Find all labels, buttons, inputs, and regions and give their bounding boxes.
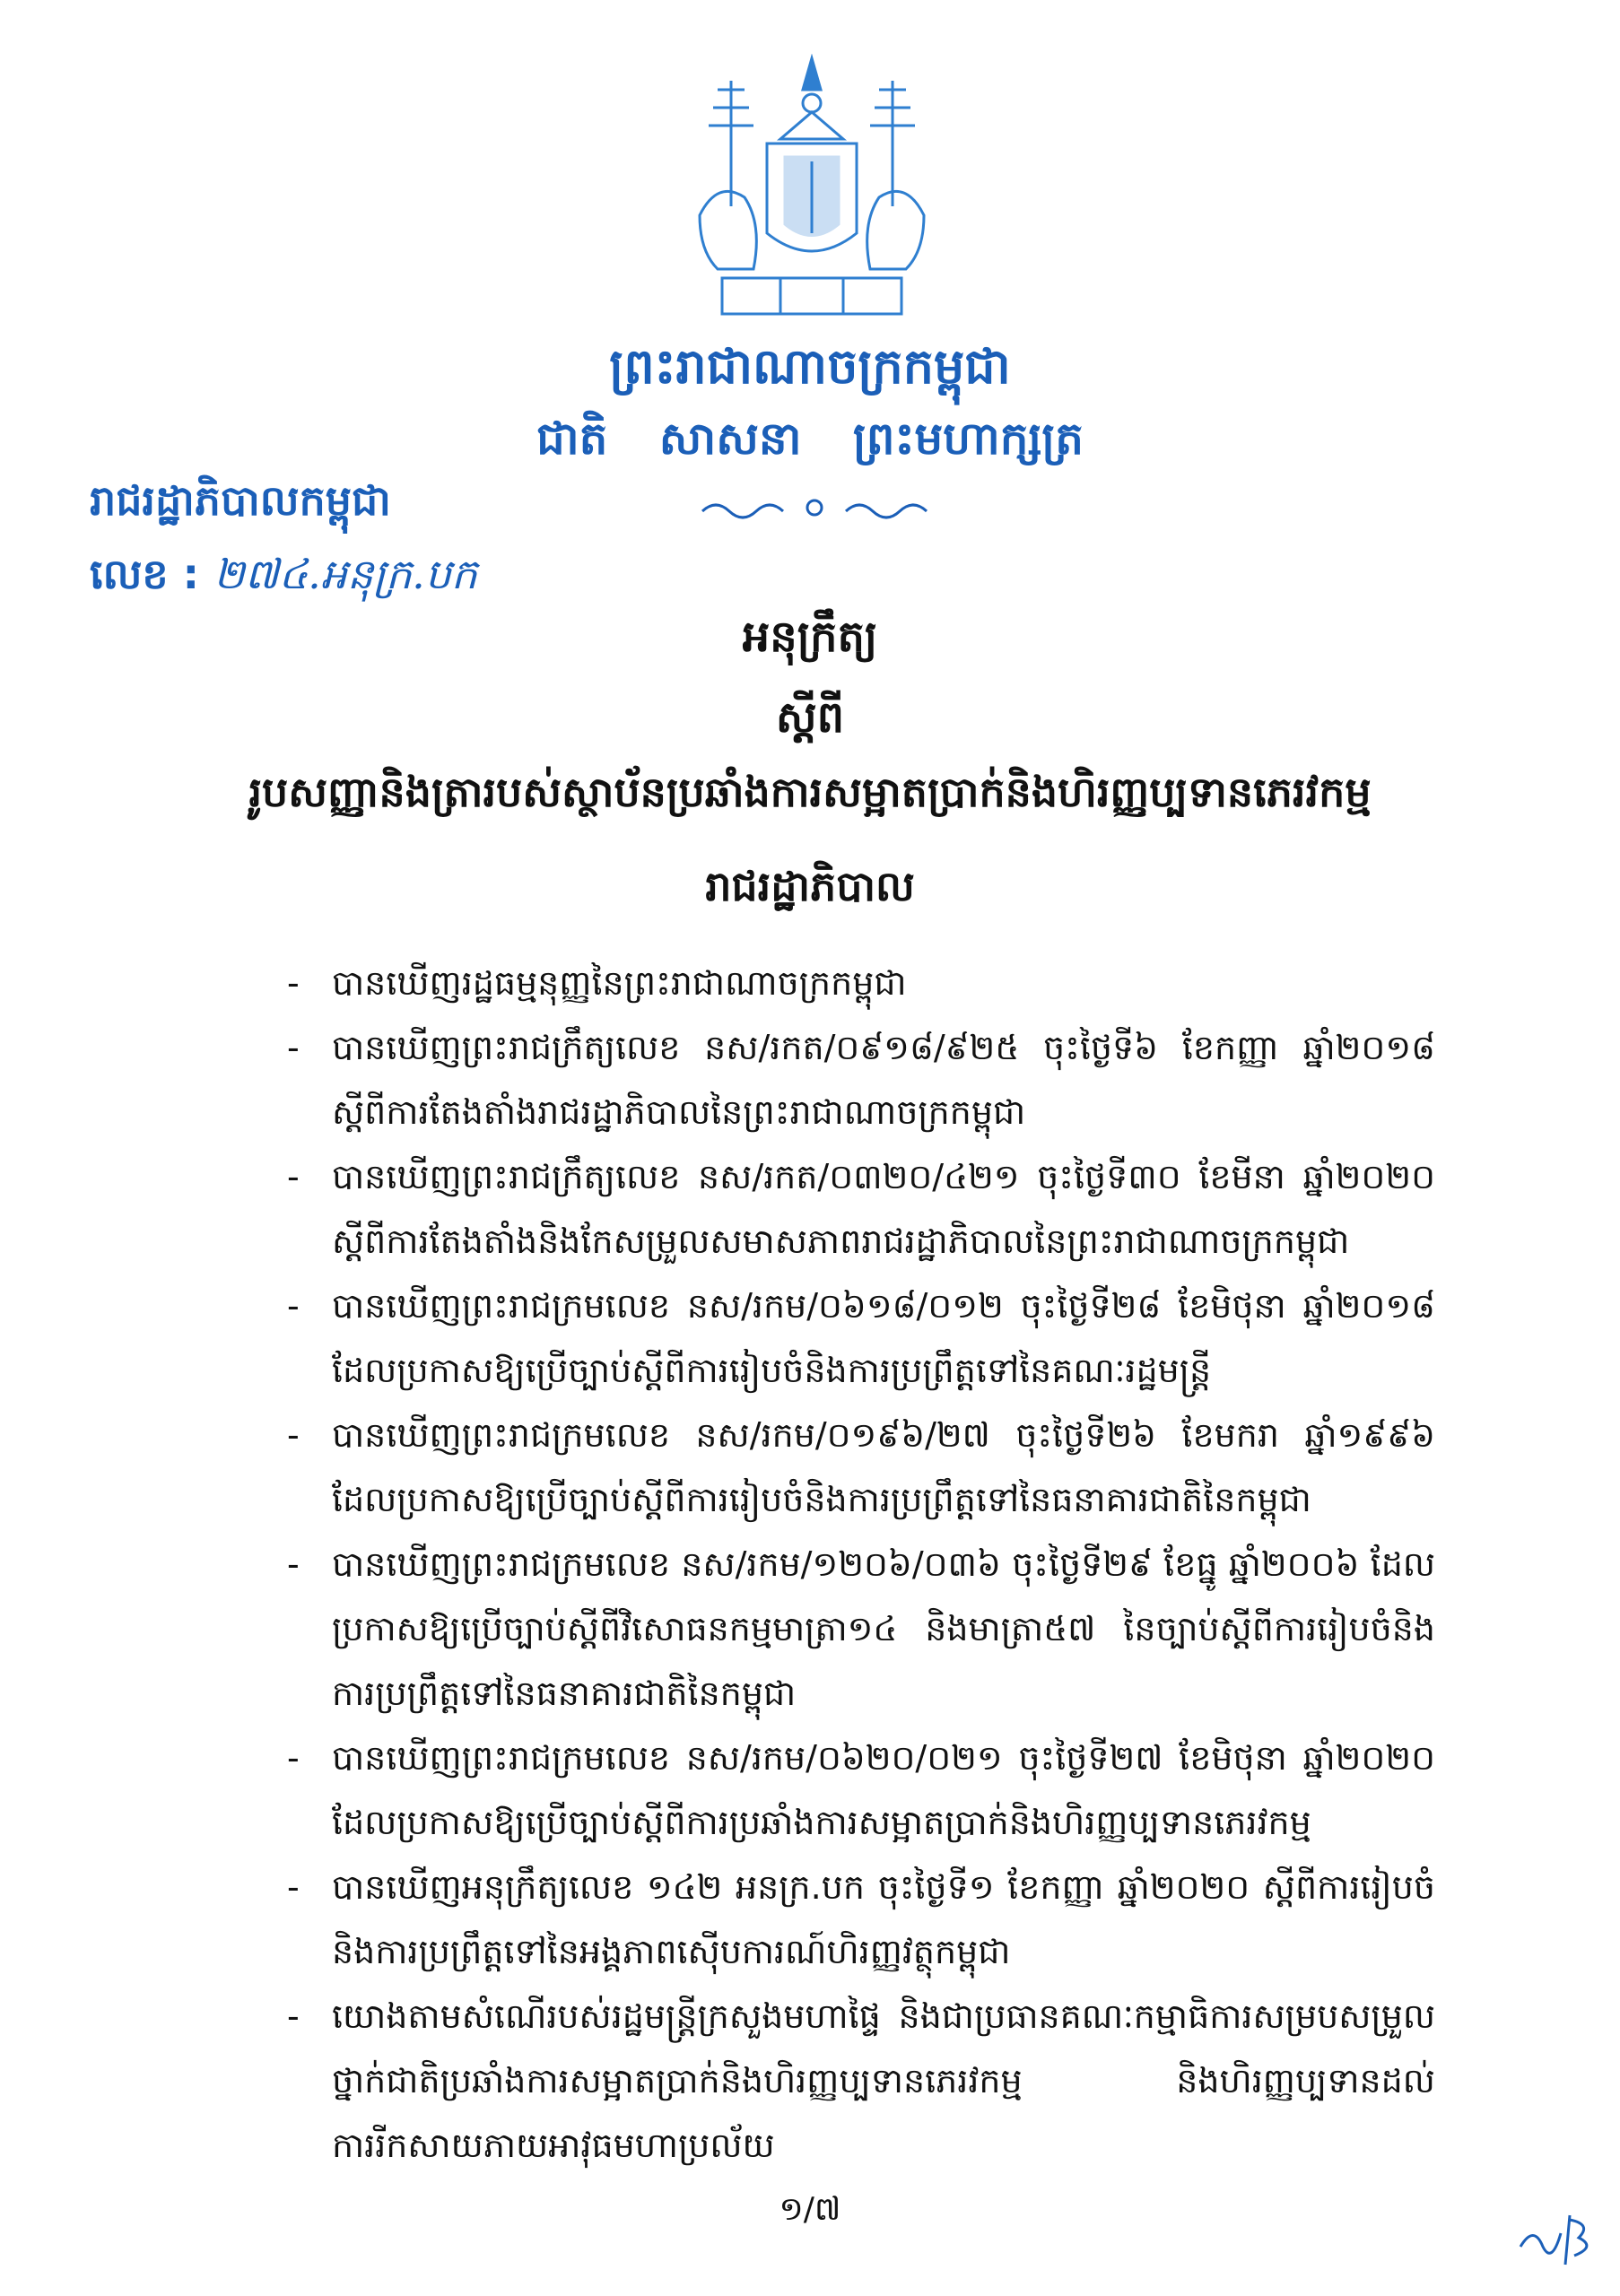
list-item: - បានឃើញព្រះរាជក្រឹត្យលេខ នស/រកត/០៣២០/៤២១ ចុះថ្ងៃទី៣០ ខែមីនា ឆ្នាំ២០២០ ស្តីពីការតែងតាំងនិងកែសម្រួលសមាសភាពរាជរដ្ឋាភិបាលនៃព្រះរាជាណាចក្រកម្ពុជា — [287, 1144, 1435, 1274]
list-item: - បានឃើញអនុក្រឹត្យលេខ ១៤២ អនក្រ.បក ចុះថ្ងៃទី១ ខែកញ្ញា ឆ្នាំ២០២០ ស្តីពីការរៀបចំនិងការប្រព្រឹត្តទៅនៃអង្គភាពស៊ើបការណ៍ហិរញ្ញវត្ថុកម្ពុជា — [287, 1855, 1435, 1984]
issuer-heading: រាជរដ្ឋាភិបាល — [705, 862, 915, 910]
document-type: អនុក្រឹត្យ — [742, 612, 878, 662]
government-name: រាជរដ្ឋាភិបាលកម្ពុជា — [90, 476, 391, 525]
about-label: ស្តីពី — [775, 692, 845, 743]
royal-emblem — [682, 54, 942, 332]
list-item: - បានឃើញព្រះរាជក្រឹត្យលេខ នស/រកត/០៩១៨/៩២៥ ចុះថ្ងៃទី៦ ខែកញ្ញា ឆ្នាំ២០១៨ ស្តីពីការតែងតាំងរាជរដ្ឋាភិបាលនៃព្រះរាជាណាចក្រកម្ពុជា — [287, 1015, 1435, 1144]
reference-value: ២៧៤.អនុក្រ.បក — [213, 550, 478, 598]
preamble-list — [287, 951, 1435, 2178]
list-item: - បានឃើញព្រះរាជក្រមលេខ នស/រកម/០៦២០/០២១ ចុះថ្ងៃទី២៧ ខែមិថុនា ឆ្នាំ២០២០ ដែលប្រកាសឱ្យប្រើច្បាប់ស្តីពីការប្រឆាំងការសម្អាតប្រាក់និងហិរញ្ញប្បទានភេរវកម្ម — [287, 1726, 1435, 1855]
national-motto: ជាតិ សាសនា ព្រះមហាក្សត្រ — [536, 413, 1084, 465]
list-item: - បានឃើញព្រះរាជក្រមលេខ នស/រកម/១២០៦/០៣៦ ចុះថ្ងៃទី២៩ ខែធ្នូ ឆ្នាំ២០០៦ ដែលប្រកាសឱ្យប្រើច្បាប់ស្តីពីវិសោធនកម្មមាត្រា១៤ និងមាត្រា៥៧ នៃច្បាប់ស្តីពីការរៀបចំនិងការប្រព្រឹត្តទៅនៃធនាគារជាតិនៃកម្ពុជា — [287, 1532, 1435, 1726]
list-item: - បានឃើញព្រះរាជក្រមលេខ នស/រកម/០៦១៨/០១២ ចុះថ្ងៃទី២៨ ខែមិថុនា ឆ្នាំ២០១៨ ដែលប្រកាសឱ្យប្រើច្បាប់ស្តីពីការរៀបចំនិងការប្រព្រឹត្តទៅនៃគណៈរដ្ឋមន្ត្រី — [287, 1274, 1435, 1403]
reference-label: លេខ : — [90, 550, 200, 598]
list-item: - បានឃើញព្រះរាជក្រមលេខ នស/រកម/០១៩៦/២៧ ចុះថ្ងៃទី២៦ ខែមករា ឆ្នាំ១៩៩៦ ដែលប្រកាសឱ្យប្រើច្បាប់ស្តីពីការរៀបចំនិងការប្រព្រឹត្តទៅនៃធនាគារជាតិនៃកម្ពុជា — [287, 1403, 1435, 1532]
document-subject: រូបសញ្ញានិងត្រារបស់ស្ថាប័នប្រឆាំងការសម្អាតប្រាក់និងហិរញ្ញប្បទានភេរវកម្ម — [248, 768, 1372, 816]
page-number: ១/៧ — [779, 2191, 841, 2228]
list-item: - យោងតាមសំណើរបស់រដ្ឋមន្ត្រីក្រសួងមហាផ្ទៃ និងជាប្រធានគណៈកម្មាធិការសម្របសម្រួលថ្នាក់ជាតិប្រឆាំងការសម្អាតប្រាក់និងហិរញ្ញប្បទានភេរវកម្ម និងហិរញ្ញប្បទានដល់ការរីកសាយភាយអាវុធមហាប្រល័យ — [287, 1984, 1435, 2178]
reference-number — [90, 549, 477, 609]
ornament-divider — [698, 491, 931, 524]
kingdom-title: ព្រះរាជាណាចក្រកម្ពុជា — [609, 338, 1011, 395]
list-item: - បានឃើញរដ្ឋធម្មនុញ្ញនៃព្រះរាជាណាចក្រកម្ពុជា — [287, 951, 1435, 1015]
initials-signature — [1516, 2197, 1606, 2269]
